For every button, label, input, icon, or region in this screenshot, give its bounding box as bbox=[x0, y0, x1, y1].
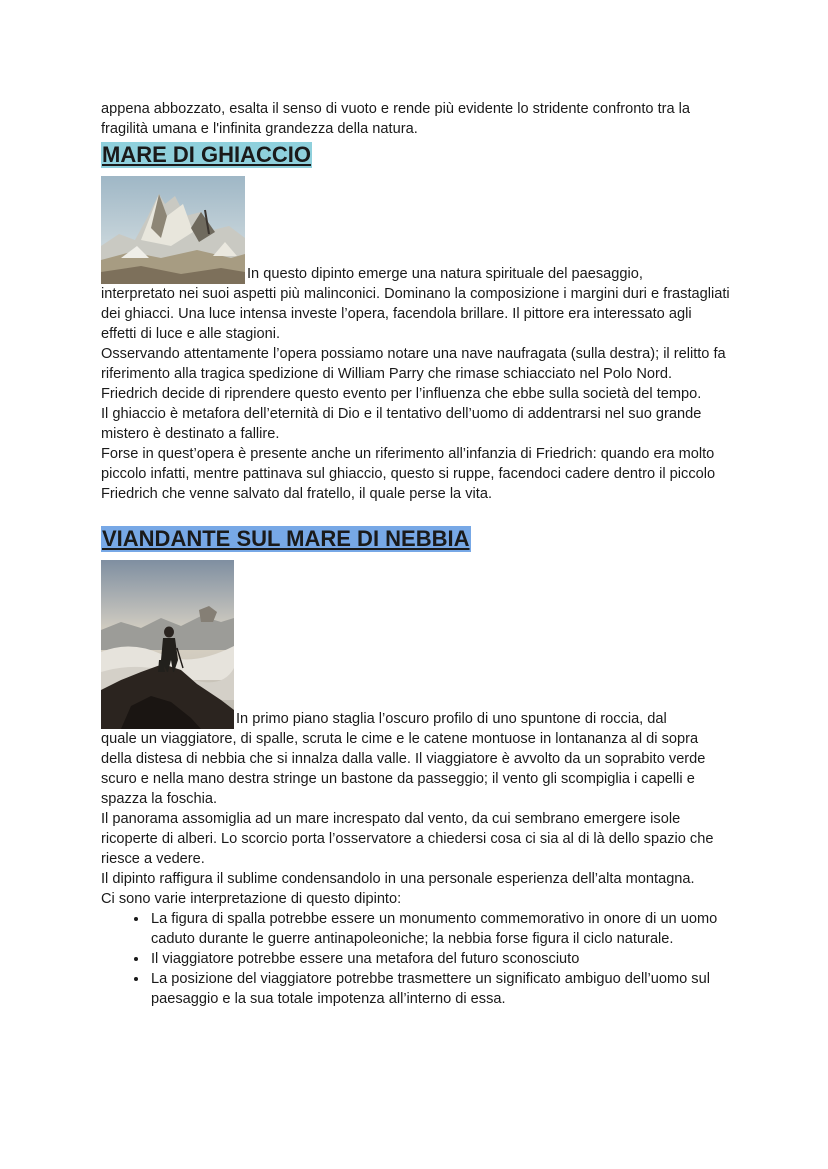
section2-lead-text: In primo piano staglia l’oscuro profilo di uno spuntone di roccia, dal bbox=[236, 711, 667, 727]
section1-paragraph-2: Osservando attentamente l’opera possiamo notare una nave naufragata (sulla destra); il relitto fa riferimento alla tragica spedizione di William Parry che rimase schiacciato nel Polo Nord. Friedrich decide di riprendere questo evento per l’influenza che ebbe sulla società del tempo. bbox=[101, 346, 726, 402]
section2-paragraph-3: Il dipinto raffigura il sublime condensandolo in una personale esperienza dell’alta montagna. bbox=[101, 871, 695, 887]
mare-di-ghiaccio-painting bbox=[101, 176, 245, 284]
section1-figure-block bbox=[101, 176, 731, 284]
document-page bbox=[101, 99, 731, 1009]
section1-paragraph-4: Forse in quest’opera è presente anche un riferimento all’infanzia di Friedrich: quando era molto piccolo infatti, mentre pattinava sul ghiaccio, questo si ruppe, facendoci cadere dentro il piccolo Friedrich che venne salvato dal fratello, il quale perse la vita. bbox=[101, 446, 716, 502]
list-item: • Il viaggiatore potrebbe essere una metafora del futuro sconosciuto bbox=[149, 949, 731, 969]
interpretations-list bbox=[101, 909, 731, 1009]
intro-paragraph: appena abbozzato, esalta il senso di vuoto e rende più evidente lo stridente confronto tra la fragilità umana e l'infinita grandezza della natura. bbox=[101, 101, 691, 137]
section2-paragraph-2: Il panorama assomiglia ad un mare increspato dal vento, da cui sembrano emergere isole ricoperte di alberi. Lo scorcio porta l’osservatore a chiedersi cosa ci sia al di là dello spazio che riesce a vedere. bbox=[101, 811, 714, 867]
list-item: • La figura di spalla potrebbe essere un monumento commemorativo in onore di un uomo caduto durante le guerre antinapoleoniche; la nebbia forse figura il ciclo naturale. bbox=[149, 909, 731, 949]
viandante-painting bbox=[101, 560, 234, 729]
section1-paragraph-1: interpretato nei suoi aspetti più malinconici. Dominano la composizione i margini duri e frastagliati dei ghiacci. Una luce intensa investe l’opera, facendola brillare. Il pittore era interessato agli effetti di luce e alle stagioni. bbox=[101, 286, 730, 342]
section2-paragraph-4: Ci sono varie interpretazione di questo dipinto: bbox=[101, 891, 402, 907]
section2-paragraph-1: quale un viaggiatore, di spalle, scruta le cime e le catene montuose in lontananza al di sopra della distesa di nebbia che si innalza dalla valle. Il viaggiatore è avvolto da un soprabito verde scuro e nella mano destra stringe un bastone da passeggio; il vento gli scompiglia i capelli e spazza la foschia. bbox=[101, 731, 706, 807]
section-heading-mare-di-ghiaccio: MARE DI GHIACCIO bbox=[102, 142, 311, 167]
list-item: • La posizione del viaggiatore potrebbe trasmettere un significato ambiguo dell’uomo sul paesaggio e la sua totale impotenza all’interno di essa. bbox=[149, 969, 731, 1009]
section1-paragraph-3: Il ghiaccio è metafora dell’eternità di Dio e il tentativo dell’uomo di addentrarsi nel suo grande mistero è destinato a fallire. bbox=[101, 406, 702, 442]
section-heading-viandante: VIANDANTE SUL MARE DI NEBBIA bbox=[102, 526, 470, 551]
section1-lead-text: In questo dipinto emerge una natura spirituale del paesaggio, bbox=[247, 266, 643, 282]
section2-figure-block bbox=[101, 560, 731, 729]
